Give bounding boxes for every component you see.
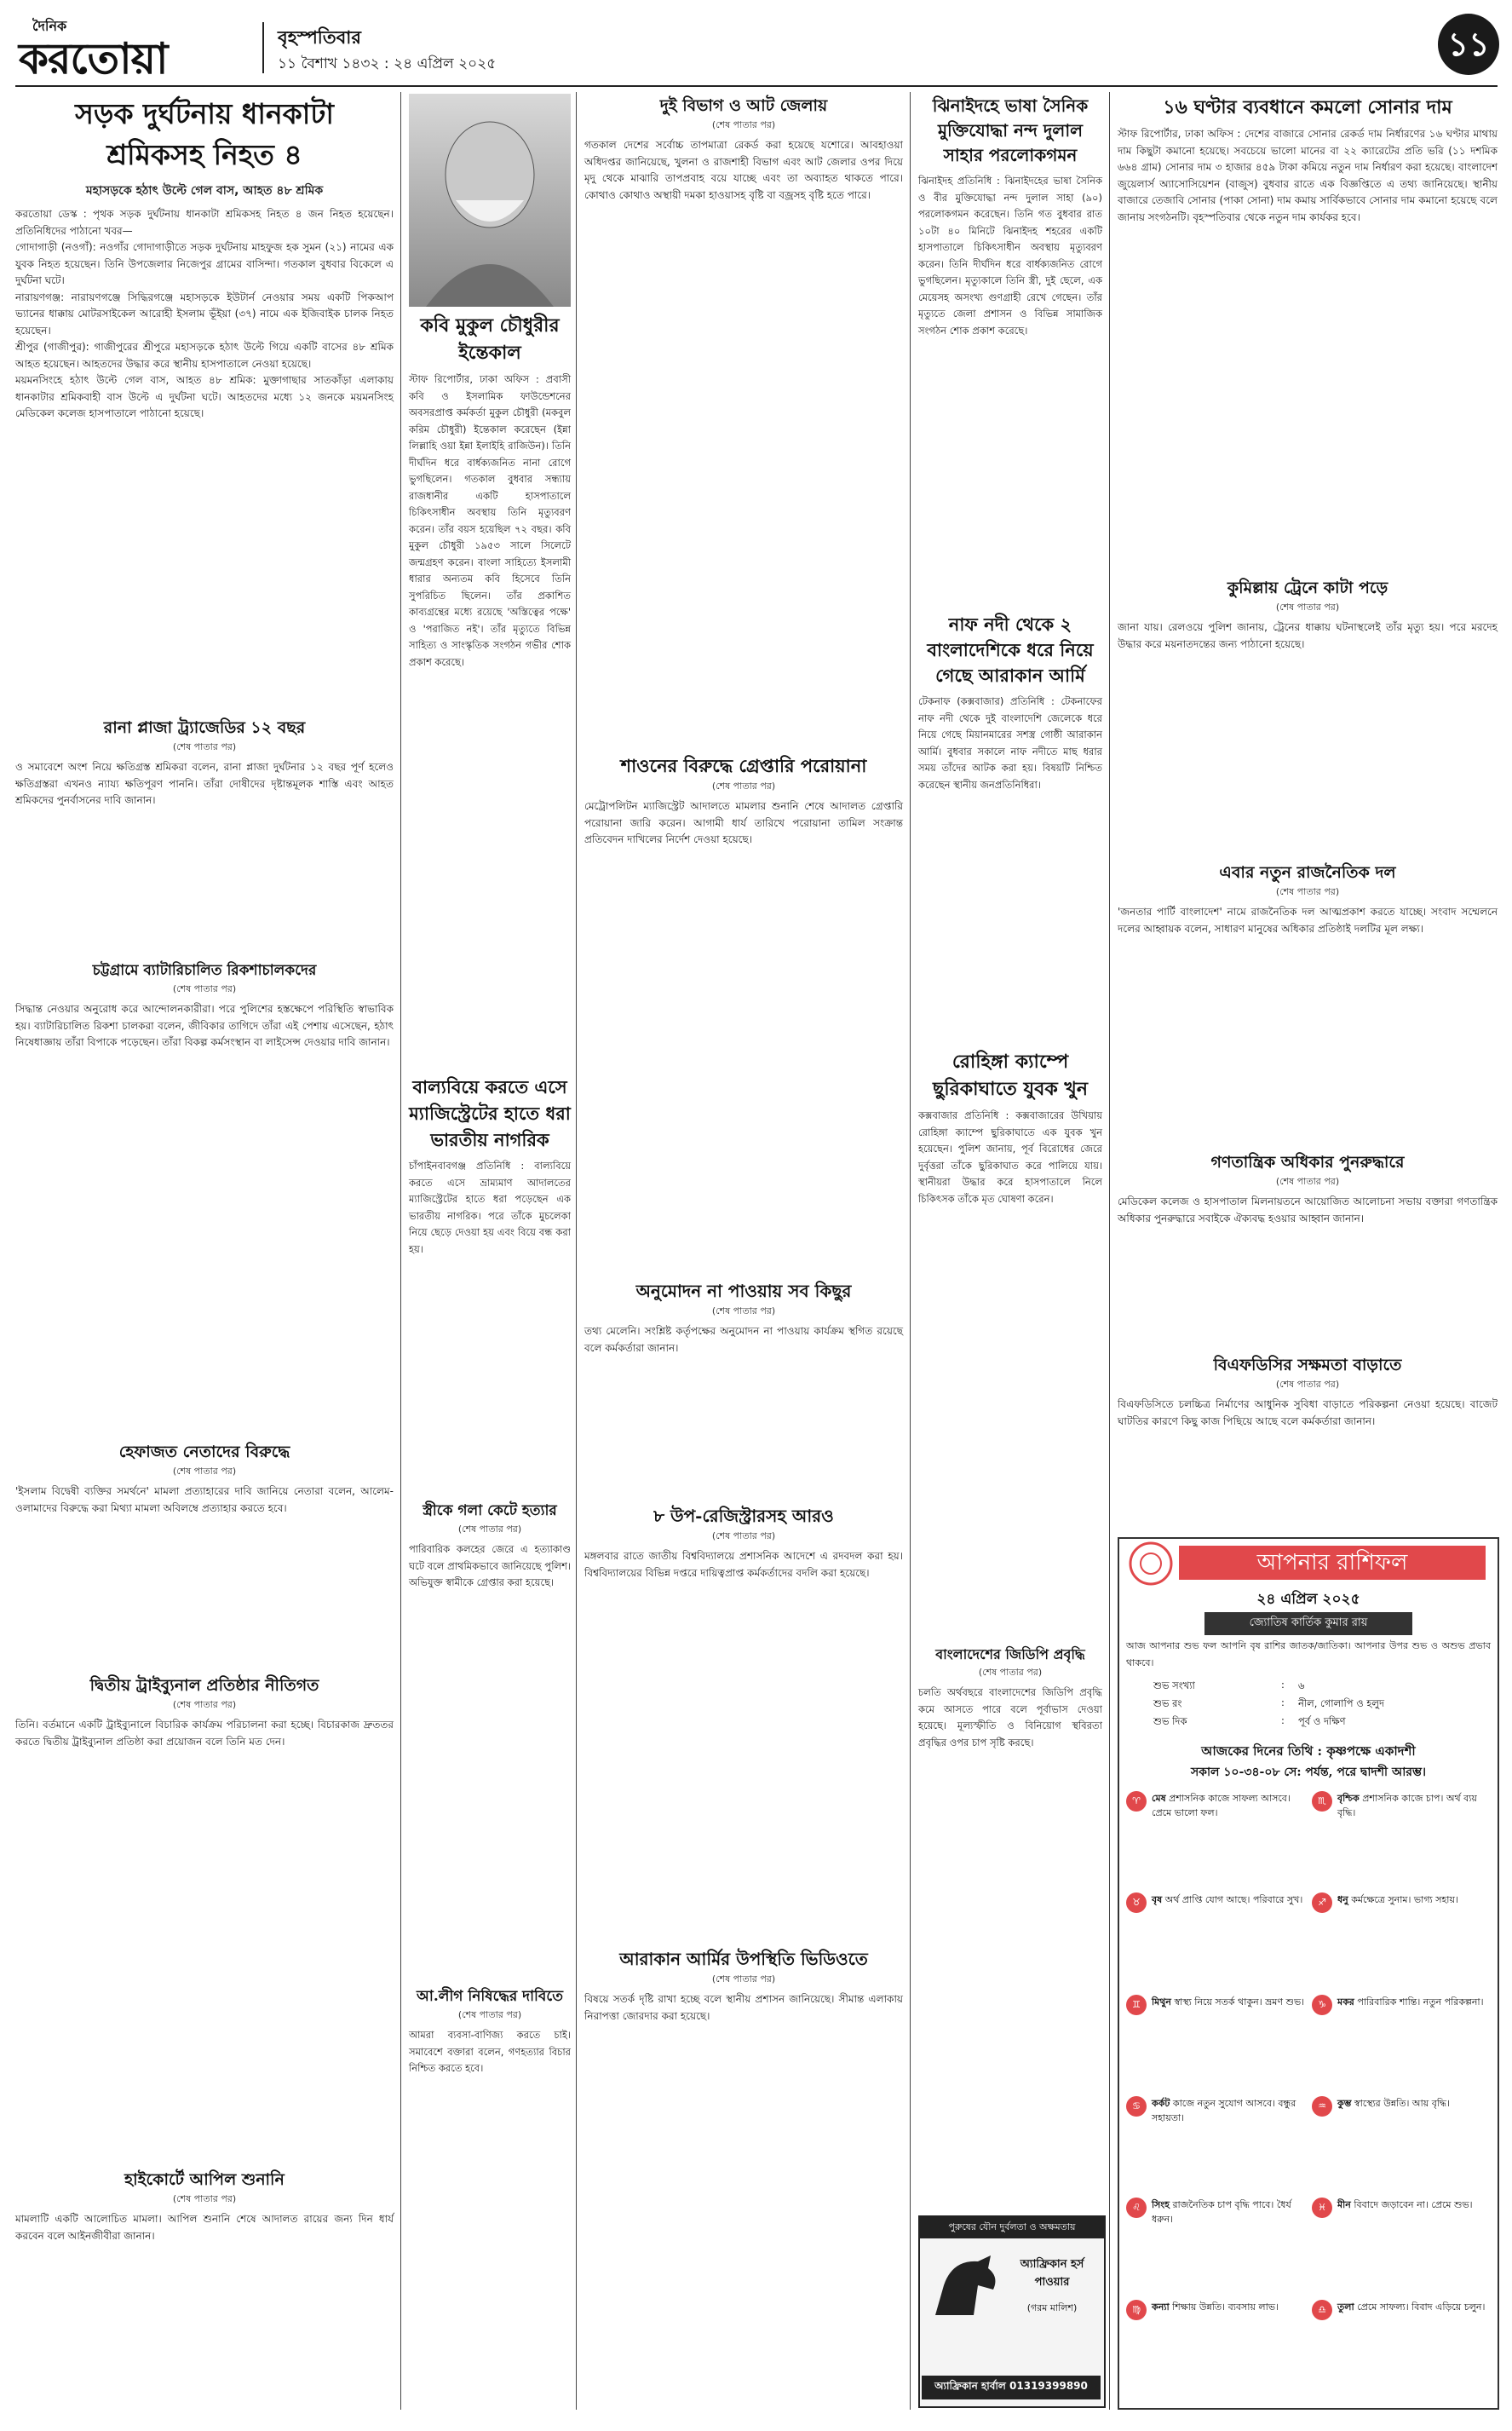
- zodiac-name: ধনু: [1337, 1894, 1348, 1906]
- zodiac-name: মিথুন: [1152, 1996, 1171, 2008]
- zodiac-symbol-icon: ♒: [1312, 2096, 1332, 2117]
- zodiac-text: প্রেমে সাফল্য। বিবাদ এড়িয়ে চলুন।: [1357, 2301, 1486, 2313]
- rickshaw-headline: চট্টগ্রামে ব্যাটারিচালিত রিকশাচালকদের: [92, 962, 317, 979]
- warrant-headline: শাওনের বিরুদ্ধে গ্রেপ্তারি পরোয়ানা: [620, 755, 867, 776]
- rohingya-article: [918, 1048, 1106, 1585]
- zodiac-sign: [1312, 1995, 1491, 2093]
- zodiac-text: স্বাস্থ্য নিয়ে সতর্ক থাকুন। ভ্রমণ শুভ।: [1174, 1996, 1305, 2008]
- bfdc-article: [1118, 1353, 1501, 1540]
- continued-label: (শেষ পাতার পর): [1275, 1176, 1340, 1187]
- horoscope-banner: [1179, 1546, 1486, 1580]
- ad-brand: অ্যাফ্রিকান হর্স পাওয়ার: [1020, 2258, 1084, 2289]
- everything-article: [584, 1278, 906, 1502]
- everything-headline: অনুমোদন না পাওয়ায় সব কিছুর: [635, 1281, 852, 1301]
- bfdc-headline: বিএফডিসির সক্ষমতা বাড়াতে: [1213, 1356, 1402, 1374]
- horse-icon: [927, 2251, 1003, 2319]
- column-rule: [576, 92, 577, 2410]
- zodiac-text: কর্মক্ষেত্রে সুনাম। ভাগ্য সহায়।: [1351, 1894, 1458, 1906]
- zodiac-name: মকর: [1337, 1996, 1354, 2008]
- zodiac-name: কন্যা: [1152, 2301, 1170, 2313]
- arakan-body: বিষয়ে সতর্ক দৃষ্টি রাখা হচ্ছে বলে স্থানীয় প্রশাসন জানিয়েছে। সীমান্ত এলাকায় নিরাপত্তা জোরদার করা হয়েছে।: [584, 1993, 906, 2022]
- train-headline: কুমিল্লায় ট্রেনে কাটা পড়ে: [1227, 579, 1388, 597]
- horoscope-title: আপনার রাশিফল: [1256, 1550, 1408, 1576]
- zodiac-sign: [1126, 2198, 1305, 2296]
- arakan-article: [584, 1946, 906, 2400]
- zodiac-sign: [1312, 2198, 1491, 2296]
- horse-power-ad[interactable]: [918, 2215, 1106, 2408]
- column-rule: [400, 92, 401, 2410]
- zodiac-sign: [1126, 2096, 1305, 2194]
- continued-label: (শেষ পাতার পর): [1275, 1379, 1340, 1390]
- horoscope-date: ২৪ এপ্রিল ২০২৫: [1256, 1591, 1360, 1608]
- train-body: জানা যায়। রেলওয়ে পুলিশ জানায়, ট্রেনের ধাক্কায় ঘটনাস্থলেই তাঁর মৃত্যু হয়। পরে মরদেহ উদ্ধার করে ময়নাতদন্তের জন্য পাঠানো হয়েছে।: [1118, 621, 1501, 650]
- obituary-article: [409, 312, 574, 1109]
- ad-title: পুরুষের যৌন দুর্বলতা ও অক্ষমতায়: [920, 2217, 1104, 2238]
- gdp-headline: বাংলাদেশের জিডিপি প্রবৃদ্ধি: [935, 1646, 1085, 1662]
- aleague-headline: আ.লীগ নিষিদ্ধের দাবিতে: [417, 1988, 563, 2005]
- zodiac-text: প্রশাসনিক কাজে চাপ। অর্থ ব্যয় বৃদ্ধি।: [1337, 1793, 1477, 1818]
- continued-label: (শেষ পাতার পর): [711, 1530, 776, 1541]
- weekday: বৃহস্পতিবার: [278, 27, 361, 48]
- ad-phone[interactable]: অ্যাফ্রিকান হার্বাল 01319399890: [922, 2376, 1101, 2399]
- rana-plaza-body: ও সমাবেশে অংশ নিয়ে ক্ষতিগ্রস্ত শ্রমিকরা বলেন, রানা প্লাজা দুর্ঘটনার ১২ বছর পূর্ণ হলেও ক্ষতিগ্রস্তরা এখনও ন্যায্য ক্ষতিপূরণ পাননি। তাঁরা দোষীদের দৃষ্টান্তমূলক শাস্তি এবং আহত শ্রমিকদের পুনর্বাসনের দাবি জানান।: [15, 761, 397, 806]
- lucky-row: শুভ দিক : পূর্ব ও দক্ষিণ: [1153, 1714, 1469, 1732]
- horoscope-box: [1118, 1537, 1499, 2410]
- lucky-key: শুভ দিক: [1153, 1715, 1187, 1727]
- naf-body: টেকনাফ (কক্সবাজার) প্রতিনিধি : টেকনাফের নাফ নদী থেকে দুই বাংলাদেশি জেলেকে ধরে নিয়ে গেছে মিয়ানমারের সশস্ত্র গোষ্ঠী আরাকান আর্মি। বুধবার সকালে নাফ নদীতে মাছ ধরার সময় তাঁদের আটক করা হয়। বিষয়টি নিশ্চিত করেছেন স্থানীয় জনপ্রতিনিধিরা।: [918, 695, 1106, 791]
- democracy-headline: গণতান্ত্রিক অধিকার পুনরুদ্ধারে: [1210, 1153, 1405, 1172]
- highcourt-body: মামলাটি একটি আলোচিত মামলা। আপিল শুনানি শেষে আদালত রায়ের জন্য দিন ধার্য করবেন বলে আইনজীবীরা জানান।: [15, 2213, 397, 2242]
- party-headline: এবার নতুন রাজনৈতিক দল: [1219, 863, 1396, 882]
- zodiac-name: বৃশ্চিক: [1337, 1793, 1360, 1804]
- rana-plaza-headline: রানা প্লাজা ট্র্যাজেডির ১২ বছর: [103, 718, 306, 737]
- tithi-line-2: সকাল ১০-৩৪-০৮ সে: পর্যন্ত, পরে দ্বাদশী আরম্ভ।: [1190, 1766, 1427, 1779]
- kishoreganj-headline: বাল্যবিয়ে করতে এসে ম্যাজিস্ট্রেটের হাতে ধরা ভারতীয় নাগরিক: [409, 1076, 571, 1150]
- kishoreganj-body: চাঁপাইনবাবগঞ্জ প্রতিনিধি : বাল্যবিয়ে করতে এসে ভ্রাম্যমাণ আদালতের ম্যাজিস্ট্রেটের হাতে ধরা পড়েছেন এক ভারতীয় নাগরিক। পরে তাঁকে মুচলেকা নিয়ে ছেড়ে দেওয়া হয় এবং বিয়ে বন্ধ করা হয়।: [409, 1160, 574, 1255]
- zodiac-symbol-icon: ♍: [1126, 2300, 1147, 2320]
- rana-plaza-article: [15, 716, 397, 953]
- lucky-key: শুভ সংখ্যা: [1153, 1679, 1195, 1691]
- zodiac-sign: [1312, 1892, 1491, 1990]
- zodiac-text: প্রশাসনিক কাজে সাফল্য আসবে। প্রেমে ভালো ফল।: [1152, 1793, 1291, 1818]
- registrar-headline: ৮ উপ-রেজিস্ট্রারসহ আরও: [653, 1506, 834, 1526]
- portrait-icon: [409, 94, 571, 307]
- kishoreganj-article: [409, 1074, 574, 1465]
- page-number: ১১: [1447, 25, 1490, 63]
- tribunal-article: [15, 1673, 397, 2160]
- continued-label: (শেষ পাতার পর): [711, 1973, 776, 1985]
- zodiac-text: শিক্ষায় উন্নতি। ব্যবসায় লাভ।: [1172, 2301, 1279, 2313]
- continued-label: (শেষ পাতার পর): [172, 1699, 237, 1710]
- zodiac-name: সিংহ: [1152, 2199, 1170, 2211]
- zodiac-text: পারিবারিক শান্তি। নতুন পরিকল্পনা।: [1357, 1996, 1484, 2008]
- arakan-headline: আরাকান আর্মির উপস্থিতি ভিডিওতে: [619, 1949, 868, 1969]
- zodiac-text: অর্থ প্রাপ্তি যোগ আছে। পরিবারে সুখ।: [1164, 1894, 1303, 1906]
- train-article: [1118, 576, 1501, 867]
- everything-body: তথ্য মেলেনি। সংশ্লিষ্ট কর্তৃপক্ষের অনুমোদন না পাওয়ায় কার্যক্রম স্থগিত রয়েছে বলে কর্মকর্তারা জানান।: [584, 1325, 906, 1354]
- zodiac-text: স্বাস্থ্যের উন্নতি। আয় বৃদ্ধি।: [1354, 2098, 1450, 2109]
- zodiac-name: কুম্ভ: [1337, 2098, 1352, 2109]
- tribunal-body: তিনি। বর্তমানে একটি ট্রাইব্যুনালে বিচারিক কার্যক্রম পরিচালনা করা হচ্ছে। বিচারকাজ দ্রুততর করতে দ্বিতীয় ট্রাইব্যুনাল প্রতিষ্ঠা করা প্রয়োজন বলে তিনি মত দেন।: [15, 1719, 397, 1748]
- brand-small: দৈনিক: [32, 18, 67, 34]
- zodiac-sign: [1312, 2096, 1491, 2194]
- rickshaw-article: [15, 959, 397, 1444]
- zodiac-sign: [1126, 2300, 1305, 2398]
- zodiac-symbol-icon: ♎: [1312, 2300, 1332, 2320]
- zodiac-symbol-icon: ♑: [1312, 1995, 1332, 2015]
- soldier-body: ঝিনাইদহ প্রতিনিধি : ঝিনাইদহের ভাষা সৈনিক ও বীর মুক্তিযোদ্ধা নন্দ দুলাল সাহা (৯০) পরলোকগমন করেছেন। তিনি গত বুধবার রাত ১০টা ৪০ মিনিটে ঝিনাইদহ শহরের একটি হাসপাতালে চিকিৎসাধীন অবস্থায় মৃত্যুবরণ করেন। তিনি দীর্ঘদিন ধরে বার্ধক্যজনিত রোগে ভুগছিলেন। মৃত্যুকালে তিনি স্ত্রী, দুই ছেলে, এক মেয়েসহ অসংখ্য গুণগ্রাহী রেখে গেছেন। তাঁর মৃত্যুতে জেলা প্রশাসন ও বিভিন্ন সামাজিক সংগঠন শোক প্রকাশ করেছে।: [918, 175, 1106, 337]
- accident-subhead: মহাসড়কে হঠাৎ উল্টে গেল বাস, আহত ৪৮ শ্রমিক: [85, 184, 324, 198]
- page-number-badge: [1438, 14, 1499, 75]
- zodiac-symbol-icon: ♌: [1126, 2198, 1147, 2218]
- zodiac-text: কাজে নতুন সুযোগ আসবে। বন্ধুর সহায়তা।: [1152, 2098, 1296, 2123]
- democracy-article: [1118, 1150, 1501, 1354]
- registrar-article: [584, 1503, 906, 1945]
- naf-headline: নাফ নদী থেকে ২ বাংলাদেশিকে ধরে নিয়ে গেছে আরাকান আর্মি: [927, 614, 1094, 686]
- aleague-article: [409, 1985, 574, 2402]
- gold-headline: ১৬ ঘণ্টার ব্যবধানে কমলো সোনার দাম: [1163, 96, 1452, 118]
- zodiac-symbol-icon: ♊: [1126, 1995, 1147, 2015]
- zodiac-name: মীন: [1337, 2199, 1351, 2211]
- party-article: [1118, 861, 1501, 1156]
- zodiac-sign: [1126, 1892, 1305, 1990]
- continued-label: (শেষ পাতার পর): [711, 1305, 776, 1316]
- highcourt-article: [15, 2168, 397, 2407]
- lucky-list: [1153, 1679, 1469, 1732]
- gdp-body: চলতি অর্থবছরে বাংলাদেশের জিডিপি প্রবৃদ্ধি কমে আসতে পারে বলে পূর্বাভাস দেওয়া হয়েছে। মূল্যস্ফীতি ও বিনিয়োগ স্থবিরতা প্রবৃদ্ধির ওপর চাপ সৃষ্টি করছে।: [918, 1686, 1106, 1748]
- continued-label: (শেষ পাতার পর): [457, 1524, 522, 1535]
- murder-body: পারিবারিক কলহের জেরে এ হত্যাকাণ্ড ঘটে বলে প্রাথমিকভাবে জানিয়েছে পুলিশ। অভিযুক্ত স্বামীকে গ্রেপ্তার করা হয়েছে।: [409, 1543, 574, 1588]
- brand-logo: করতোয়া: [19, 33, 168, 84]
- accident-body: করতোয়া ডেস্ক : পৃথক সড়ক দুর্ঘটনায় ধানকাটা শ্রমিকসহ নিহত ৪ জন নিহত হয়েছেন। প্রতিনিধিদের পাঠানো খবর— গোদাগাড়ী (নওগাঁ): নওগাঁর গোদাগাড়ীতে সড়ক দুর্ঘটনায় মাহফুজ হক সুমন (২১) নামের এক যুবক নিহত হয়েছেন। তিনি উপজেলার নিজেপুর গ্রামের বাসিন্দা। গতকাল বুধবার বিকেলে এ দুর্ঘটনা ঘটে। নারায়ণগঞ্জ: নারায়ণগঞ্জে সিদ্ধিরগঞ্জে মহাসড়কে ইউটার্ন নেওয়ার সময় একটি পিকআপ ভ্যানের ধাক্কায় মোটরসাইকেল আরোহী ইসলাম ভূঁইয়া (৩৭) নামে এক ইজিবাইক চালক নিহত হয়েছেন। শ্রীপুর (গাজীপুর): গাজীপুরের শ্রীপুরে মহাসড়কে হঠাৎ উল্টে গিয়ে একটি বাসের ৪৮ শ্রমিক আহত হয়েছেন। আহতদের উদ্ধার করে স্থানীয় হাসপাতালে নেওয়া হয়েছে। ময়মনসিংহে হঠাৎ উল্টে গেল বাস, আহত ৪৮ শ্রমিক: মুক্তাগাছার সাতকাঁড়া এলাকায় ধানকাটার শ্রমিকবাহী বাস উল্টে এ দুর্ঘটনা ঘটে। আহতদের মধ্যে ১২ জনকে ময়মনসিংহ মেডিকেল কলেজ হাসপাতালে পাঠানো হয়েছে।: [15, 208, 394, 419]
- continued-label: (শেষ পাতার পর): [172, 983, 237, 994]
- gold-article: [1118, 94, 1501, 566]
- bfdc-body: বিএফডিসিতে চলচ্চিত্র নির্মাণের আধুনিক সুবিধা বাড়াতে পরিকল্পনা নেওয়া হয়েছে। বাজেট ঘাটতির কারণে কিছু কাজ পিছিয়ে আছে বলে কর্মকর্তারা জানান।: [1118, 1398, 1501, 1427]
- lucky-row: শুভ রং : নীল, গোলাপি ও হলুদ: [1153, 1697, 1469, 1714]
- lucky-key: শুভ রং: [1153, 1697, 1182, 1709]
- zodiac-name: তুলা: [1337, 2301, 1354, 2313]
- zodiac-sign: [1312, 2300, 1491, 2398]
- masthead-divider: [262, 22, 264, 73]
- zodiac-sign: [1126, 1791, 1305, 1889]
- registrar-body: মঙ্গলবার রাতে জাতীয় বিশ্ববিদ্যালয়ে প্রশাসনিক আদেশে এ রদবদল করা হয়। বিশ্ববিদ্যালয়ের বিভিন্ন দপ্তরে দায়িত্বপ্রাপ্ত কর্মকর্তাদের বদলি করা হয়েছে।: [584, 1550, 906, 1579]
- obituary-photo: [409, 94, 571, 307]
- obituary-body: স্টাফ রিপোর্টার, ঢাকা অফিস : প্রবাসী কবি ও ইসলামিক ফাউন্ডেশনের অবসরপ্রাপ্ত কর্মকর্তা মুকুল চৌধুরী (মকবুল করিম চৌধুরী) ইন্তেকাল করেছেন (ইন্না লিল্লাহি ওয়া ইন্না ইলাইহি রাজিউন)। তিনি দীর্ঘদিন ধরে বার্ধক্যজনিত নানা রোগে ভুগছিলেন। গতকাল বুধবার সন্ধ্যায় রাজধানীর একটি হাসপাতালে চিকিৎসাধীন অবস্থায় তিনি মৃত্যুবরণ করেন। তাঁর বয়স হয়েছিল ৭২ বছর। কবি মুকুল চৌধুরী ১৯৫৩ সালে সিলেটে জন্মগ্রহণ করেন। বাংলা সাহিত্যে ইসলামী ধারার অন্যতম কবি হিসেবে তিনি সুপরিচিত ছিলেন। তাঁর প্রকাশিত কাব্যগ্রন্থের মধ্যে রয়েছে 'অস্তিত্বের পক্ষে' ও 'পরাজিত নই'। তাঁর মৃত্যুতে বিভিন্ন সাহিত্য ও সাংস্কৃতিক সংগঠন গভীর শোক প্রকাশ করেছে।: [409, 373, 574, 668]
- zodiac-wheel-icon: [1128, 1541, 1174, 1587]
- party-body: 'জনতার পার্টি বাংলাদেশ' নামে রাজনৈতিক দল আত্মপ্রকাশ করতে যাচ্ছে। সংবাদ সম্মেলনে দলের আহ্বায়ক বলেন, সাধারণ মানুষের অধিকার প্রতিষ্ঠাই দলটির মূল লক্ষ্য।: [1118, 906, 1501, 935]
- rohingya-body: কক্সবাজার প্রতিনিধি : কক্সবাজারের উখিয়ায় রোহিঙ্গা ক্যাম্পে ছুরিকাঘাতে এক যুবক খুন হয়েছেন। পুলিশ জানায়, পূর্ব বিরোধের জেরে দুর্বৃত্তরা তাঁকে ছুরিকাঘাত করে পালিয়ে যায়। স্থানীয়রা উদ্ধার করে হাসপাতালে নিলে চিকিৎসক তাঁকে মৃত ঘোষণা করেন।: [918, 1109, 1106, 1205]
- heatwave-article: [584, 94, 906, 751]
- highcourt-headline: হাইকোর্টে আপিল শুনানি: [124, 2170, 285, 2189]
- masthead: [15, 12, 1498, 84]
- ad-sub: (গরম মালিশ): [1026, 2302, 1078, 2313]
- continued-label: (শেষ পাতার পর): [1275, 602, 1340, 613]
- column-rule: [910, 92, 911, 2410]
- hefazat-article: [15, 1440, 394, 1671]
- gdp-article: [918, 1645, 1106, 2196]
- aleague-body: আমরা ব্যবসা-বাণিজ্য করতে চাই। সমাবেশে বক্তারা বলেন, গণহত্যার বিচার নিশ্চিত করতে হবে।: [409, 2029, 574, 2074]
- naf-article: [918, 612, 1106, 1017]
- horoscope-intro: আজ আপনার শুভ ফল আপনি বৃষ রাশির জাতক/জাতিকা। আপনার উপর শুভ ও অশুভ প্রভাব থাকবে।: [1126, 1640, 1494, 1668]
- zodiac-symbol-icon: ♐: [1312, 1892, 1332, 1913]
- continued-label: (শেষ পাতার পর): [172, 2193, 237, 2204]
- obituary-headline: কবি মুকুল চৌধুরীর ইন্তেকাল: [420, 314, 560, 364]
- continued-label: (শেষ পাতার পর): [172, 741, 237, 752]
- heatwave-headline: দুই বিভাগ ও আট জেলায়: [659, 96, 828, 115]
- continued-label: (শেষ পাতার পর): [711, 119, 776, 130]
- issue-date: ১১ বৈশাখ ১৪৩২ : ২৪ এপ্রিল ২০২৫: [278, 55, 497, 72]
- continued-label: (শেষ পাতার পর): [457, 2009, 522, 2020]
- hefazat-headline: হেফাজত নেতাদের বিরুদ্ধে: [118, 1443, 290, 1461]
- zodiac-symbol-icon: ♋: [1126, 2096, 1147, 2117]
- hefazat-body: 'ইসলাম বিদ্বেষী ব্যক্তির সমর্থনে' মামলা প্রত্যাহারের দাবি জানিয়ে নেতারা বলেন, আলেম-ওলামাদের বিরুদ্ধে করা মিথ্যা মামলা অবিলম্বে প্রত্যাহার করতে হবে।: [15, 1485, 394, 1514]
- zodiac-text: বিবাদে জড়াবেন না। প্রেমে শুভ।: [1354, 2199, 1473, 2211]
- zodiac-name: মেষ: [1152, 1793, 1166, 1804]
- continued-label: (শেষ পাতার পর): [1275, 886, 1340, 897]
- soldier-headline: ঝিনাইদহে ভাষা সৈনিক মুক্তিযোদ্ধা নন্দ দুলাল সাহার পরলোকগমন: [932, 95, 1089, 165]
- accident-article: [15, 94, 394, 706]
- tribunal-headline: দ্বিতীয় ট্রাইব্যুনাল প্রতিষ্ঠার নীতিগত: [89, 1676, 319, 1695]
- accident-headline-2: শ্রমিকসহ নিহত ৪: [106, 138, 302, 171]
- gold-body: স্টাফ রিপোর্টার, ঢাকা অফিস : দেশের বাজারে সোনার রেকর্ড দাম নির্ধারণের ১৬ ঘণ্টার মাথায় দাম কিছুটা কমানো হয়েছে। সবচেয়ে ভালো মানের বা ২২ ক্যারেটের প্রতি ভরি (১১ দশমিক ৬৬৪ গ্রাম) সোনার দাম ৩ হাজার ৪৫৯ টাকা কমিয়ে নতুন দাম নির্ধারণ করা হয়েছে। বাংলাদেশ জুয়েলার্স অ্যাসোসিয়েশন (বাজুস) বুধবার রাতে এক বিজ্ঞপ্তিতে এ তথ্য জানিয়েছে। স্থানীয় বাজারে তেজাবি সোনার (পাকা সোনা) দাম কমায় সার্বিকভাবে সোনার দাম কমানো হয়েছে বলে জানায় সংগঠনটি। বৃহস্পতিবার থেকে নতুন দাম কার্যকর হবে।: [1118, 128, 1501, 223]
- horoscope-author: জ্যোতিষ কার্তিক কুমার রায়: [1204, 1612, 1412, 1635]
- accident-headline-1: সড়ক দুর্ঘটনায় ধানকাটা: [75, 97, 334, 130]
- zodiac-symbol-icon: ♏: [1312, 1791, 1332, 1812]
- warrant-article: [584, 753, 906, 1276]
- lucky-value: পূর্ব ও দক্ষিণ: [1298, 1715, 1346, 1727]
- column-rule: [1109, 92, 1110, 2410]
- lucky-value: নীল, গোলাপি ও হলুদ: [1298, 1697, 1384, 1709]
- zodiac-grid: [1126, 1791, 1491, 2398]
- continued-label: (শেষ পাতার পর): [711, 781, 776, 792]
- zodiac-symbol-icon: ♉: [1126, 1892, 1147, 1913]
- murder-article: [409, 1500, 574, 1985]
- masthead-rule: [15, 85, 1498, 87]
- continued-label: (শেষ পাতার পর): [172, 1466, 237, 1477]
- rohingya-headline: রোহিঙ্গা ক্যাম্পে ছুরিকাঘাতে যুবক খুন: [932, 1051, 1089, 1100]
- warrant-body: মেট্রোপলিটন ম্যাজিস্ট্রেট আদালতে মামলার শুনানি শেষে আদালত গ্রেপ্তারি পরোয়ানা জারি করেন। আগামী ধার্য তারিখে পরোয়ানা তামিল সংক্রান্ত প্রতিবেদন দাখিলের নির্দেশ দেওয়া হয়েছে।: [584, 800, 906, 845]
- rickshaw-body: সিদ্ধান্ত নেওয়ার অনুরোধ করে আন্দোলনকারীরা। পরে পুলিশের হস্তক্ষেপে পরিস্থিতি স্বাভাবিক হয়। ব্যাটারিচালিত রিকশা চালকরা বলেন, জীবিকার তাগিদে তাঁরা এই পেশায় এসেছেন, হঠাৎ নিষেধাজ্ঞায় তাঁরা বিপাকে পড়েছেন। তাঁরা বিকল্প কর্মসংস্থান বা লাইসেন্স দেওয়ার দাবি জানান।: [15, 1003, 397, 1048]
- zodiac-text: রাজনৈতিক চাপ বৃদ্ধি পাবে। ধৈর্য ধরুন।: [1152, 2199, 1291, 2226]
- murder-headline: স্ত্রীকে গলা কেটে হত্যার: [423, 1502, 557, 1519]
- heatwave-body: গতকাল দেশের সর্বোচ্চ তাপমাত্রা রেকর্ড করা হয়েছে যশোরে। আবহাওয়া অধিদপ্তর জানিয়েছে, খুলনা ও রাজশাহী বিভাগ এবং আট জেলার ওপর দিয়ে মৃদু থেকে মাঝারি তাপপ্রবাহ বয়ে যাচ্ছে এবং তা অব্যাহত থাকতে পারে। কোথাও কোথাও অস্থায়ী দমকা হাওয়াসহ বৃষ্টি বা বজ্রসহ বৃষ্টি হতে পারে।: [584, 139, 906, 201]
- continued-label: (শেষ পাতার পর): [978, 1667, 1043, 1678]
- tithi-line: আজকের দিনের তিথি : কৃষ্ণপক্ষে একাদশী: [1201, 1743, 1416, 1759]
- lucky-value: ৬: [1298, 1679, 1305, 1691]
- zodiac-name: বৃষ: [1152, 1894, 1163, 1906]
- zodiac-symbol-icon: ♈: [1126, 1791, 1147, 1812]
- zodiac-sign: [1126, 1995, 1305, 2093]
- lucky-row: শুভ সংখ্যা : ৬: [1153, 1679, 1469, 1697]
- zodiac-symbol-icon: ♓: [1312, 2198, 1332, 2218]
- soldier-article: [918, 94, 1106, 582]
- democracy-body: মেডিকেল কলেজ ও হাসপাতাল মিলনায়তনে আয়োজিত আলোচনা সভায় বক্তারা গণতান্ত্রিক অধিকার পুনরুদ্ধারে সবাইকে ঐক্যবদ্ধ হওয়ার আহ্বান জানান।: [1118, 1195, 1501, 1224]
- zodiac-name: কর্কট: [1152, 2098, 1170, 2109]
- zodiac-sign: [1312, 1791, 1491, 1889]
